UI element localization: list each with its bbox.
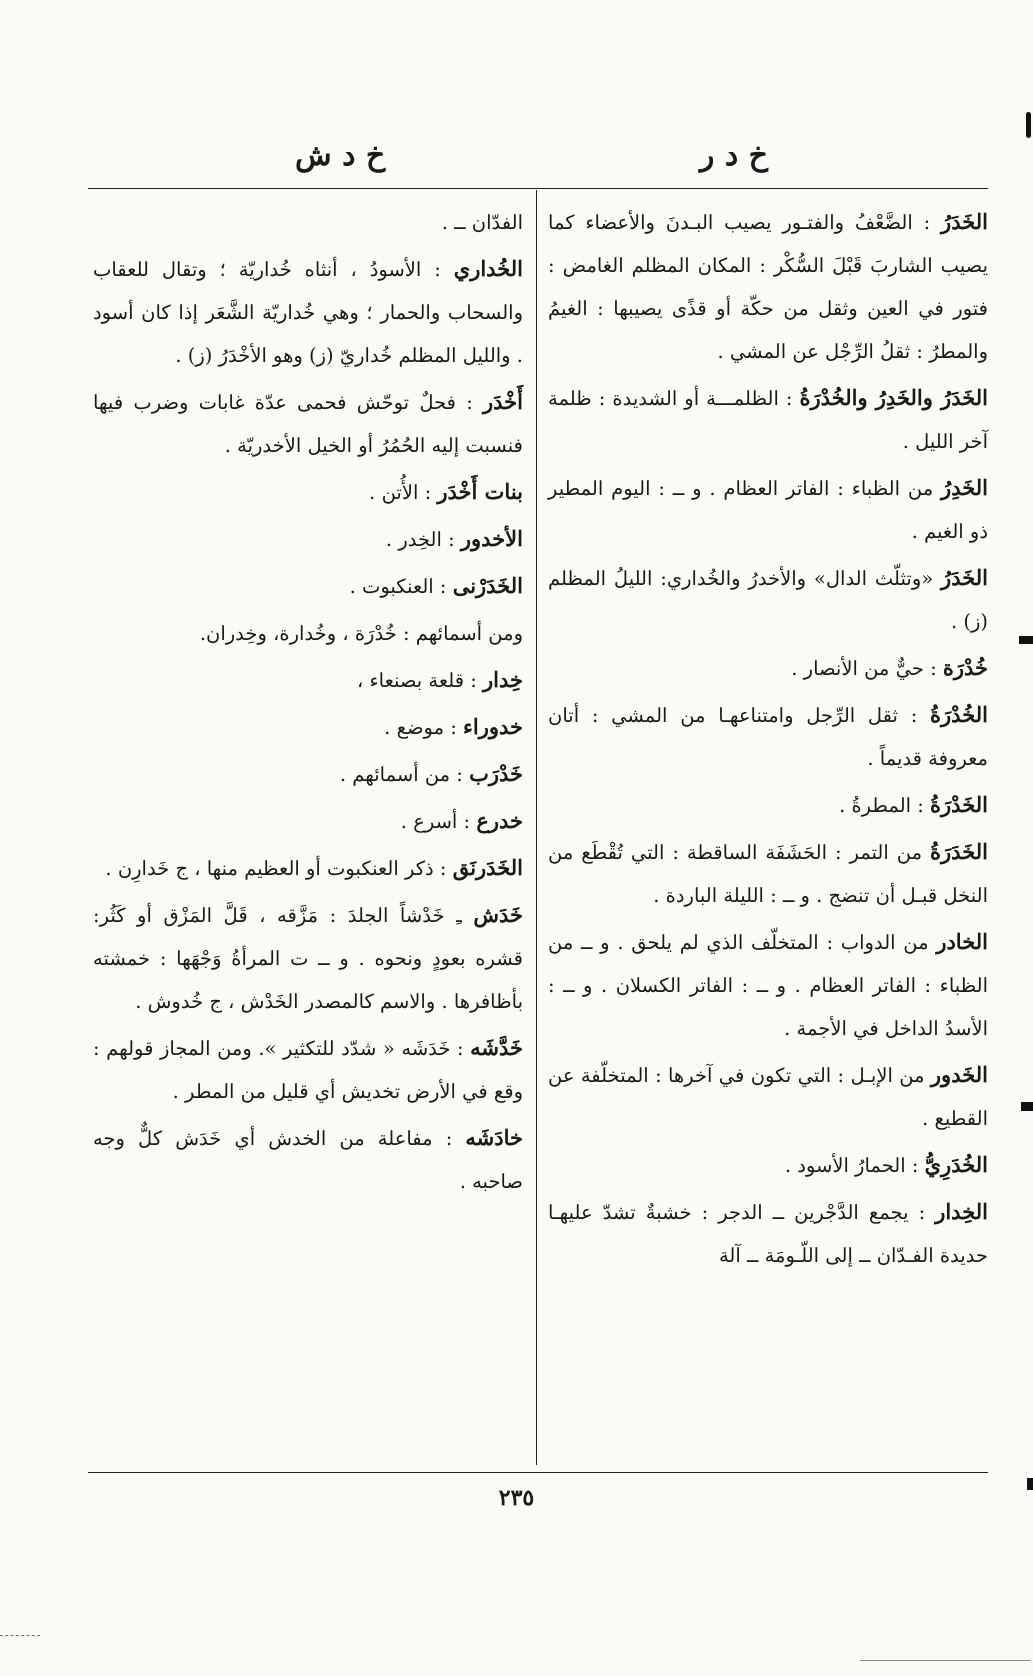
headword: الخَدِرُ xyxy=(941,475,988,500)
definition: ومن أسمائهم : خُدْرَة ، وخُدارة، وخِدران. xyxy=(199,622,523,645)
left-column xyxy=(93,200,523,1206)
definition: : ذكر العنكبوت أو العظيم منها ، ج خَدارِن . xyxy=(105,857,453,880)
headword: الخَدَرُ xyxy=(941,209,988,234)
definition: : الأسودُ ، أنثاه خُداريّة ؛ وتقال للعقاب والسحاب والحمار ؛ وهي خُداريّة الشَّعَر إذا كان أسود . والليل المظلم خُداريّ (ز) وهو الأخْدَرُ (ز) . xyxy=(93,258,523,367)
entry xyxy=(548,376,988,463)
headword: خدرع xyxy=(476,808,523,833)
entry xyxy=(548,646,988,690)
entry xyxy=(93,1026,523,1113)
definition: : العنكبوت . xyxy=(349,575,453,598)
entry xyxy=(93,564,523,608)
left-column-header: خ د ش xyxy=(295,138,386,173)
definition: من الظباء : الفاتر العظام . و ــ : اليوم المطير ذو الغيم . xyxy=(548,477,988,543)
entry xyxy=(548,1053,988,1140)
entry xyxy=(548,830,988,917)
definition: من التمر : الحَشَفَة الساقطة : التي تُقْطَع من النخل قبـل أن تنضج . و ــ : الليلة الباردة . xyxy=(548,841,988,907)
entry xyxy=(548,1190,988,1277)
headword: الخَدور xyxy=(930,1062,988,1087)
definition: : يجمع الدَّجْرين ــ الدجر : خشبةٌ تشدّ عليهـا حديدة الفـدّان ــ إلى اللّـومَة ــ آلة xyxy=(548,1201,988,1267)
entry xyxy=(93,611,523,655)
headword: الخَدَرُ والخَدِرُ والخُدْرَةُ xyxy=(799,385,988,410)
definition: : موضع . xyxy=(384,716,463,739)
right-column xyxy=(548,200,988,1280)
entry xyxy=(93,846,523,890)
headword: خُدْرَة xyxy=(942,655,988,680)
headword: الخَدَرُ xyxy=(941,565,988,590)
definition: من الدواب : المتخلّف الذي لم يلحق . و ــ من الظباء : الفاتر العظام . و ــ : الفاتر الكسلان . و ــ : الأسدُ الداخل في الأجمة . xyxy=(548,931,988,1040)
definition: : أسرع . xyxy=(400,810,477,833)
headword: خِدار xyxy=(483,667,523,692)
margin-mark xyxy=(1026,112,1031,138)
definition: «وتثلّث الدال» والأخدرُ والخُداري: الليلُ المظلم (ز) . xyxy=(548,567,988,633)
headword: الخادر xyxy=(936,929,988,954)
entry xyxy=(548,200,988,373)
margin-mark xyxy=(1027,1478,1033,1490)
headword: أَخْدَر xyxy=(483,389,523,414)
definition: : المطرةُ . xyxy=(839,794,931,817)
definition: الفدّان ــ . xyxy=(441,211,523,234)
entry xyxy=(93,470,523,514)
top-rule xyxy=(88,188,988,189)
entry xyxy=(548,783,988,827)
definition: : الأُتن . xyxy=(369,481,438,504)
column-divider xyxy=(536,190,537,1465)
entry xyxy=(548,920,988,1050)
entry xyxy=(93,705,523,749)
scan-smudge xyxy=(0,1635,40,1636)
entry xyxy=(93,752,523,796)
margin-mark xyxy=(1021,1102,1033,1111)
definition: : فحلٌ توحّش فحمى عدّة غابات وضرب فيها فنسبت إليه الحُمُرُ أو الخيل الأخدريّة . xyxy=(93,391,523,457)
headword: خدوراء xyxy=(463,714,523,739)
headword: بنات أَخْدَر xyxy=(437,479,523,504)
entry xyxy=(93,517,523,561)
headword: خَدَّشَه xyxy=(470,1035,523,1060)
entry xyxy=(93,799,523,843)
definition: : حيٌّ من الأنصار . xyxy=(791,657,943,680)
definition: من الإبـل : التي تكون في آخرها : المتخلّفة عن القطيع . xyxy=(548,1064,988,1130)
definition: : الظلمـــة أو الشديدة : ظلمة آخر الليل . xyxy=(548,387,988,453)
headword: الخِدار xyxy=(935,1199,988,1224)
headword: الخُداري xyxy=(453,256,523,281)
scan-edge-line xyxy=(860,1660,1030,1661)
entry xyxy=(548,556,988,643)
entry xyxy=(93,1116,523,1203)
entry xyxy=(93,200,523,244)
headword: الخَدَرَةُ xyxy=(930,839,988,864)
definition: : الحمارُ الأسود . xyxy=(784,1154,925,1177)
entry xyxy=(93,247,523,377)
definition: ـِ خَدْشاً الجلدَ : مَزَّقه ، قَلَّ المَزْق أو كَثُر: قشره بعودٍ ونحوه . و ــ ت المرأةُ وَجْهَها : خمشته بأظافرها . والاسم كالمصدر الخَدْش ، ج خُدوش . xyxy=(93,904,523,1013)
margin-mark xyxy=(1019,636,1033,644)
headword: خادَشَه xyxy=(465,1125,523,1150)
entry xyxy=(548,693,988,780)
entry xyxy=(93,380,523,467)
definition: : قلعة بصنعاء ، xyxy=(356,669,484,692)
entry xyxy=(548,1143,988,1187)
entry xyxy=(93,893,523,1023)
headword: خَدَش xyxy=(473,902,523,927)
page-number: ٢٣٥ xyxy=(498,1485,535,1511)
definition: : الضَّعْفُ والفتـور يصيب البـدنَ والأعضاء كما يصيب الشاربَ قَبْلَ السُّكْر : المكان المظلم الغامض : فتور في العين وثقل من حكّة أو قذًى يصيبها : الغيمُ والمطرُ : ثقلُ الرِّجْل عن المشي . xyxy=(548,211,988,363)
definition: : مفاعلة من الخدش أي خَدَش كلٌّ وجه صاحبه . xyxy=(93,1127,523,1193)
bottom-rule xyxy=(88,1472,988,1473)
headword: الخُدَرِيُّ xyxy=(924,1152,988,1177)
entry xyxy=(548,466,988,553)
headword: الخَدْرَةُ xyxy=(930,792,988,817)
headword: الخَدَرْنى xyxy=(452,573,523,598)
headword: الأخدور xyxy=(460,526,523,551)
definition: : خَدَشَه « شدّد للتكثير ». ومن المجاز قولهم : وقع في الأرض تخديش أي قليل من المطر . xyxy=(93,1037,523,1103)
definition: : من أسمائهم . xyxy=(339,763,470,786)
definition: : الخِدر . xyxy=(385,528,461,551)
definition: : ثقل الرِّجل وامتناعهـا من المشي : أتان معروفة قديماً . xyxy=(548,704,988,770)
headword: الخَدَرنَق xyxy=(452,855,523,880)
headword: الخُدْرَةُ xyxy=(930,702,988,727)
right-column-header: خ د ر xyxy=(699,138,768,173)
headword: خَدْرَب xyxy=(469,761,523,786)
entry xyxy=(93,658,523,702)
